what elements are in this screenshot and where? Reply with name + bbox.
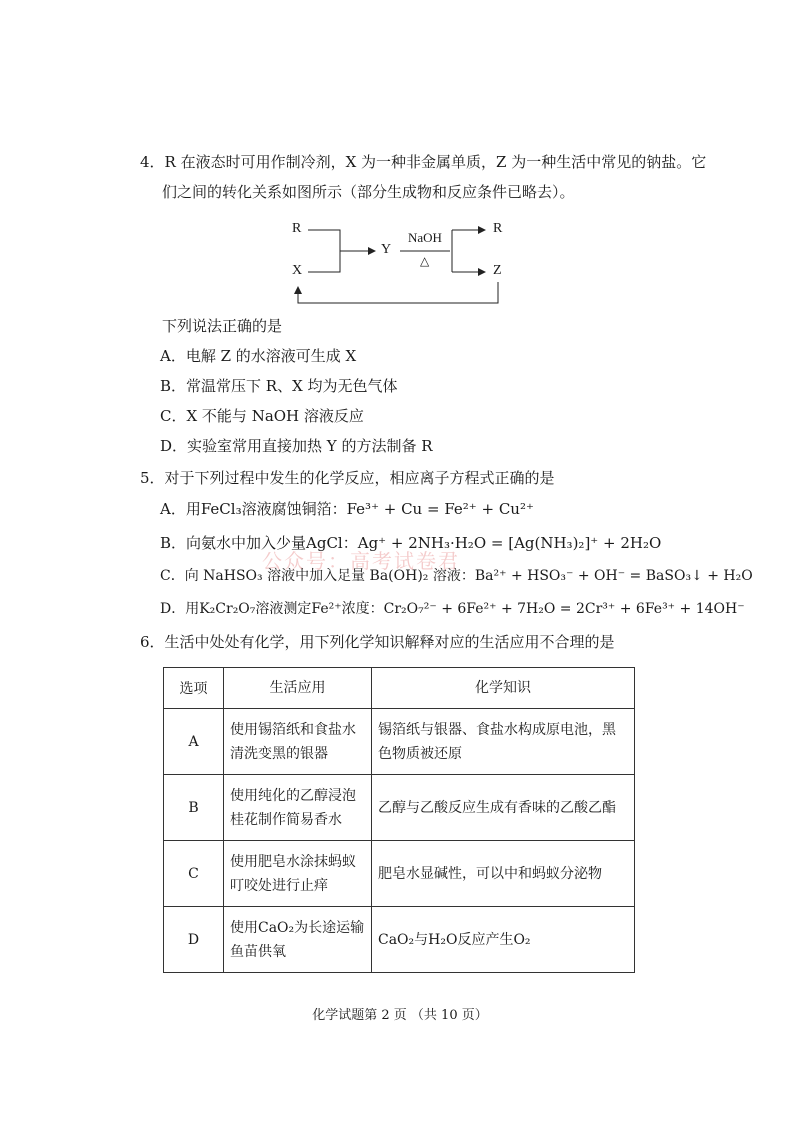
q5-stem: 5．对于下列过程中发生的化学反应，相应离子方程式正确的是 [140,469,555,487]
q5-option-c: C．向 NaHSO₃ 溶液中加入足量 Ba(OH)₂ 溶液：Ba²⁺ + HSO₃⁻ + OH⁻ = BaSO₃↓ + H₂O [160,568,753,584]
q4-diagram [0,0,800,320]
q4-arrows [0,0,800,320]
row-knowledge: 肥皂水显碱性，可以中和蚂蚁分泌物 [372,841,635,907]
diagram-naoh: NaOH [408,230,442,245]
row-option: C [164,841,224,907]
q4-stem: 下列说法正确的是 [162,317,283,335]
diagram-z-right: Z [493,263,502,278]
q4-option-c: C．X 不能与 NaOH 溶液反应 [160,407,364,425]
row-option: B [164,775,224,841]
watermark: 公众号：高考试卷君 [262,549,460,573]
header-application: 生活应用 [224,668,372,709]
row-application: 使用锡箔纸和食盐水清洗变黑的银器 [224,709,372,775]
q6-table [163,667,635,973]
table-row [164,907,635,973]
row-knowledge: CaO₂与H₂O反应产生O₂ [372,907,635,973]
table-row [164,841,635,907]
header-knowledge: 化学知识 [372,668,635,709]
diagram-y: Y [381,242,392,257]
table-row [164,709,635,775]
diagram-heat: △ [420,254,430,268]
diagram-x-left: X [292,263,303,278]
diagram-r-right: R [493,221,503,236]
q6-stem: 6．生活中处处有化学，用下列化学知识解释对应的生活应用不合理的是 [140,633,615,651]
q5-option-d: D．用K₂Cr₂O₇溶液测定Fe²⁺浓度：Cr₂O₇²⁻ + 6Fe²⁺ + 7H₂O = 2Cr³⁺ + 6Fe³⁺ + 14OH⁻ [160,601,745,617]
row-option: A [164,709,224,775]
row-application: 使用肥皂水涂抹蚂蚁叮咬处进行止痒 [224,841,372,907]
diagram-r-left: R [292,221,302,236]
table-header-row [164,668,635,709]
q5-option-a: A．用FeCl₃溶液腐蚀铜箔：Fe³⁺ + Cu = Fe²⁺ + Cu²⁺ [160,500,534,518]
row-application: 使用CaO₂为长途运输鱼苗供氧 [224,907,372,973]
row-knowledge: 乙醇与乙酸反应生成有香味的乙酸乙酯 [372,775,635,841]
q5-option-b: B．向氨水中加入少量AgCl：Ag⁺ + 2NH₃·H₂O = [Ag(NH₃)₂]⁺ + 2H₂O [160,534,662,552]
q4-line1: 4．R 在液态时可用作制冷剂，X 为一种非金属单质，Z 为一种生活中常见的钠盐。它 [140,153,707,171]
q4-option-b: B．常温常压下 R、X 均为无色气体 [160,377,398,395]
q4-line2: 们之间的转化关系如图所示（部分生成物和反应条件已略去）。 [162,183,575,201]
row-knowledge: 锡箔纸与银器、食盐水构成原电池，黑色物质被还原 [372,709,635,775]
page-footer: 化学试题第 2 页 （共 10 页） [312,1008,488,1023]
row-option: D [164,907,224,973]
q4-option-d: D．实验室常用直接加热 Y 的方法制备 R [160,437,433,455]
table-row [164,775,635,841]
row-application: 使用纯化的乙醇浸泡桂花制作简易香水 [224,775,372,841]
header-option: 选项 [164,668,224,709]
q4-option-a: A．电解 Z 的水溶液可生成 X [160,347,357,365]
